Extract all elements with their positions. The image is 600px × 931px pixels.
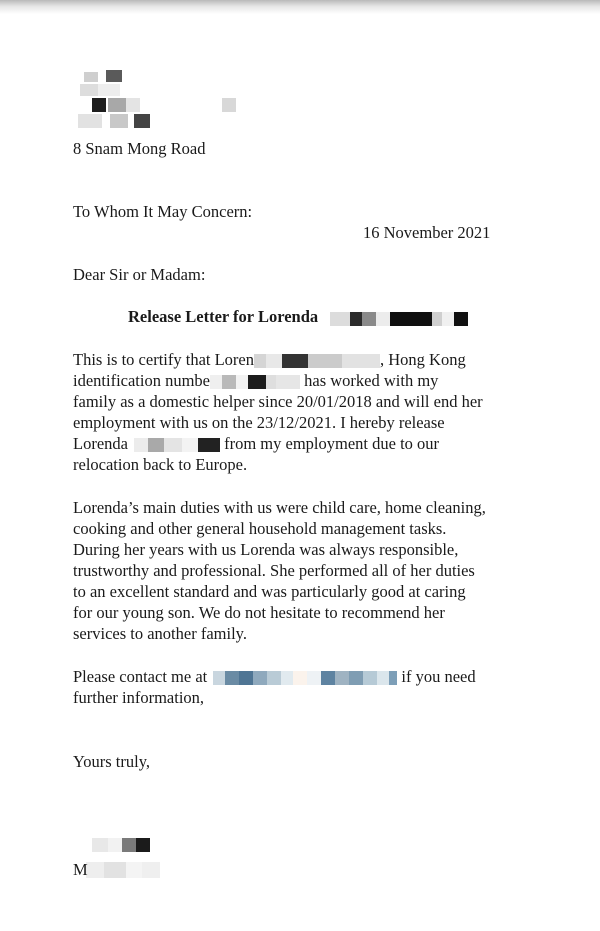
closing: Yours truly, <box>73 752 151 771</box>
redacted-surname-2 <box>134 434 220 453</box>
signature-initial: M <box>73 860 88 879</box>
p1-line-1: This is to certify that Loren , Hong Kong <box>73 350 466 369</box>
p2-line-4: trustworthy and professional. She performed all of her duties <box>73 561 475 580</box>
page-top-edge <box>0 0 600 14</box>
p1-line-5: Lorenda from my employment due to our <box>73 434 440 453</box>
redacted-full-name <box>254 350 380 369</box>
letter-date: 16 November 2021 <box>363 223 491 242</box>
p1-line-2: identification numbe has worked with my <box>73 371 439 390</box>
greeting: Dear Sir or Madam: <box>73 265 206 284</box>
paragraph-certification <box>73 349 543 475</box>
p1-line-3: family as a domestic helper since 20/01/2018 and will end her <box>73 392 483 411</box>
p2-line-2: cooking and other general household management tasks. <box>73 519 447 538</box>
redacted-surname <box>330 308 468 328</box>
letter-title-text: Release Letter for Lorenda <box>128 307 319 326</box>
contact-line-1: Please contact me at if you need <box>73 667 476 686</box>
sender-address: 8 Snam Mong Road <box>73 139 206 158</box>
p2-line-6: for our young son. We do not hesitate to recommend her <box>73 603 445 622</box>
letter-title <box>128 307 468 328</box>
contact-line-2: further information, <box>73 688 205 707</box>
to-whom-it-may-concern: To Whom It May Concern: <box>73 202 253 221</box>
paragraph-duties <box>73 497 543 644</box>
p2-line-7: services to another family. <box>73 624 247 643</box>
p2-line-1: Lorenda’s main duties with us were child care, home cleaning, <box>73 498 486 517</box>
p1-line-4: employment with us on the 23/12/2021. I hereby release <box>73 413 445 432</box>
paragraph-contact <box>73 666 543 708</box>
redacted-id-number <box>210 371 300 390</box>
p2-line-5: to an excellent standard and was particularly good at caring <box>73 582 466 601</box>
redacted-email <box>213 667 397 686</box>
p2-line-3: During her years with us Lorenda was always responsible, <box>73 540 459 559</box>
p1-line-6: relocation back to Europe. <box>73 455 248 474</box>
